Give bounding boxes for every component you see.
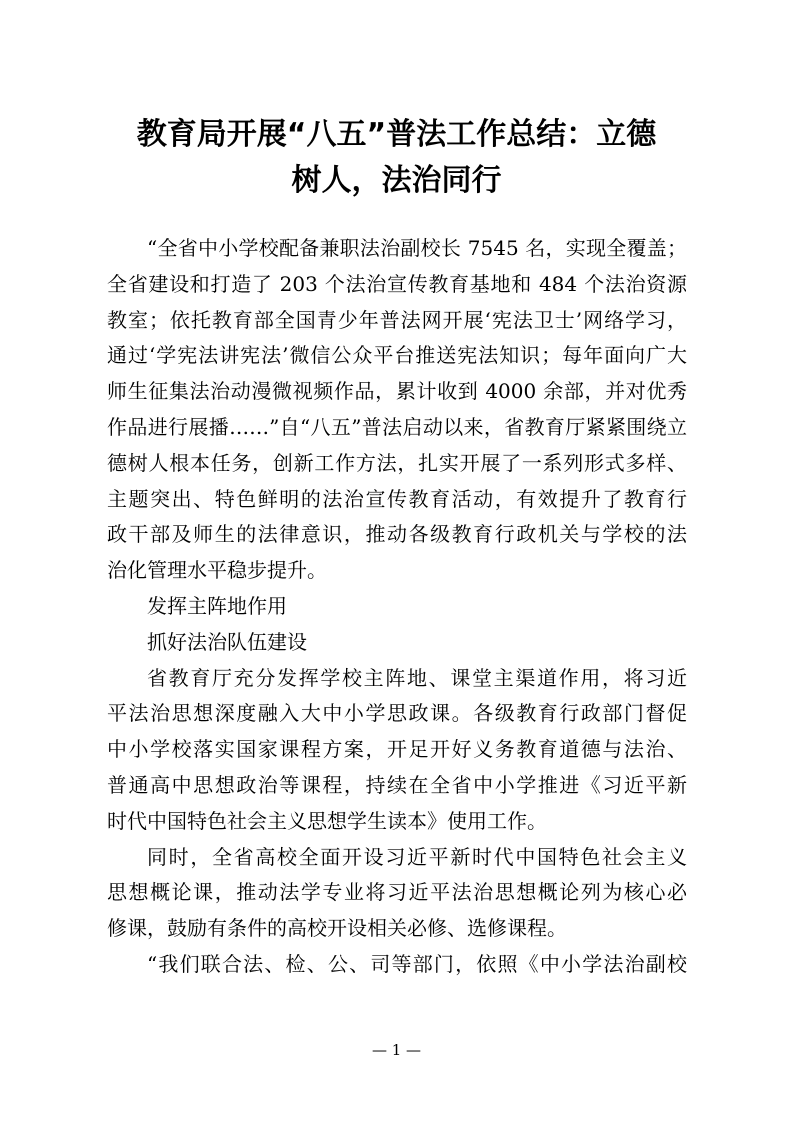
body-text-line: 发挥主阵地作用 — [147, 593, 287, 618]
body-text-line: 普通高中思想政治等课程，持续在全省中小学推进《习近平新 — [107, 772, 687, 797]
body-text-line: 政干部及师生的法律意识，推动各级教育行政机关与学校的法 — [107, 522, 687, 547]
body-text-line: 平法治思想深度融入大中小学思政课。各级教育行政部门督促 — [107, 701, 687, 726]
body-text-line: 修课，鼓励有条件的高校开设相关必修、选修课程。 — [107, 916, 567, 941]
body-text-line: 师生征集法治动漫微视频作品，累计收到 4000 余部，并对优秀 — [107, 379, 687, 404]
body-text-line: 全省建设和打造了 203 个法治宣传教育基地和 484 个法治资源 — [107, 271, 687, 296]
title-line-2: 树人，法治同行 — [291, 163, 502, 198]
body-text-line: 通过‘学宪法讲宪法’微信公众平台推送宪法知识；每年面向广大 — [107, 343, 687, 368]
body-text-line: 时代中国特色社会主义思想学生读本》使用工作。 — [107, 808, 547, 833]
title-line-1: 教育局开展“八五”普法工作总结：立德 — [136, 117, 657, 152]
body-text-line: “全省中小学校配备兼职法治副校长 7545 名，实现全覆盖； — [147, 236, 687, 260]
body-text-line: 中小学校落实国家课程方案，开足开好义务教育道德与法治、 — [107, 737, 687, 762]
body-text-line: 同时，全省高校全面开设习近平新时代中国特色社会主义 — [147, 844, 687, 869]
body-text-line: 思想概论课，推动法学专业将习近平法治思想概论列为核心必 — [107, 880, 687, 905]
body-text-line: 治化管理水平稳步提升。 — [107, 558, 327, 583]
body-text-line: 抓好法治队伍建设 — [147, 629, 307, 654]
page-number: — 1 — — [371, 1041, 422, 1059]
document-body — [107, 231, 687, 983]
body-text-line: 德树人根本任务，创新工作方法，扎实开展了一系列形式多样、 — [107, 450, 687, 475]
body-text-line: 主题突出、特色鲜明的法治宣传教育活动，有效提升了教育行 — [107, 486, 687, 511]
body-text-line: 省教育厅充分发挥学校主阵地、课堂主渠道作用，将习近 — [147, 665, 687, 690]
body-text-line: 作品进行展播……”自“八五”普法启动以来，省教育厅紧紧围绕立 — [107, 414, 687, 439]
body-text-line: 教室；依托教育部全国青少年普法网开展‘宪法卫士’网络学习， — [107, 307, 687, 332]
body-text-line: “我们联合法、检、公、司等部门，依照《中小学法治副校 — [147, 951, 687, 976]
document-title — [100, 112, 693, 204]
